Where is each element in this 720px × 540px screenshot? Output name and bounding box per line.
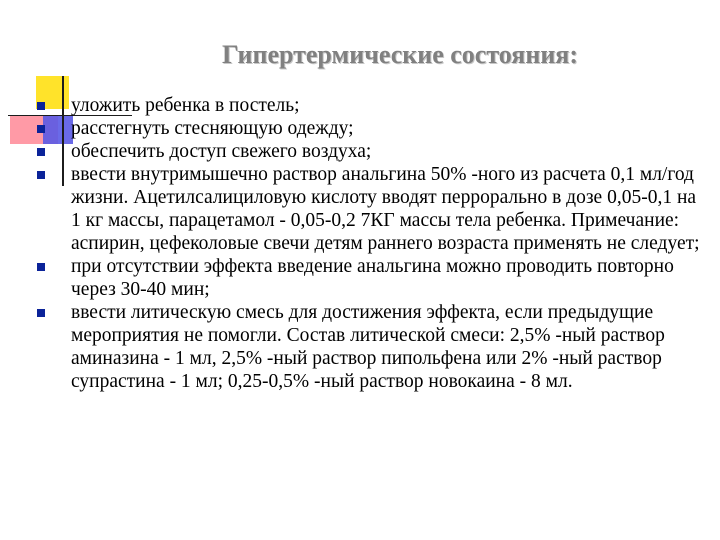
- bullet-text: обеспечить доступ свежего воздуха;: [71, 141, 372, 162]
- square-bullet-icon: [37, 148, 45, 156]
- bullet-text: ввести литическую смесь для достижения эффекта, если предыдущие мероприятия не помогли. Состав литической смеси: 2,5% -ный раствор аминазина - 1 мл, 2,5% -ный раствор пипольфена или 2% -ный раствор супрастина - 1 мл; 0,25-0,5% -ный раствор новокаина - 8 мл.: [71, 302, 665, 392]
- list-item: [0, 301, 720, 393]
- square-bullet-icon: [37, 263, 45, 271]
- list-item: [0, 117, 720, 140]
- bullet-text: ввести внутримышечно раствор анальгина 50% -ного из расчета 0,1 мл/год жизни. Ацетилсалициловую кислоту вводят перрорально в дозе 0,05-0,1 на 1 кг массы, парацетамол - 0,05-0,2 7КГ массы тела ребенка. Примечание: аспирин, цефеколовые свечи детям раннего возраста применять не следует;: [71, 164, 700, 254]
- square-bullet-icon: [37, 171, 45, 179]
- list-item: [0, 94, 720, 117]
- bullet-text: расстегнуть стесняющую одежду;: [71, 118, 354, 139]
- slide-title: Гипертермические состояния:: [221, 40, 579, 69]
- square-bullet-icon: [37, 125, 45, 133]
- square-bullet-icon: [37, 309, 45, 317]
- list-item: [0, 255, 720, 301]
- list-item: [0, 163, 720, 255]
- square-bullet-icon: [37, 102, 45, 110]
- bullet-text: при отсутствии эффекта введение анальгина можно проводить повторно через 30-40 мин;: [71, 256, 674, 300]
- bullet-list: [0, 94, 720, 393]
- bullet-text: уложить ребенка в постель;: [71, 95, 300, 116]
- list-item: [0, 140, 720, 163]
